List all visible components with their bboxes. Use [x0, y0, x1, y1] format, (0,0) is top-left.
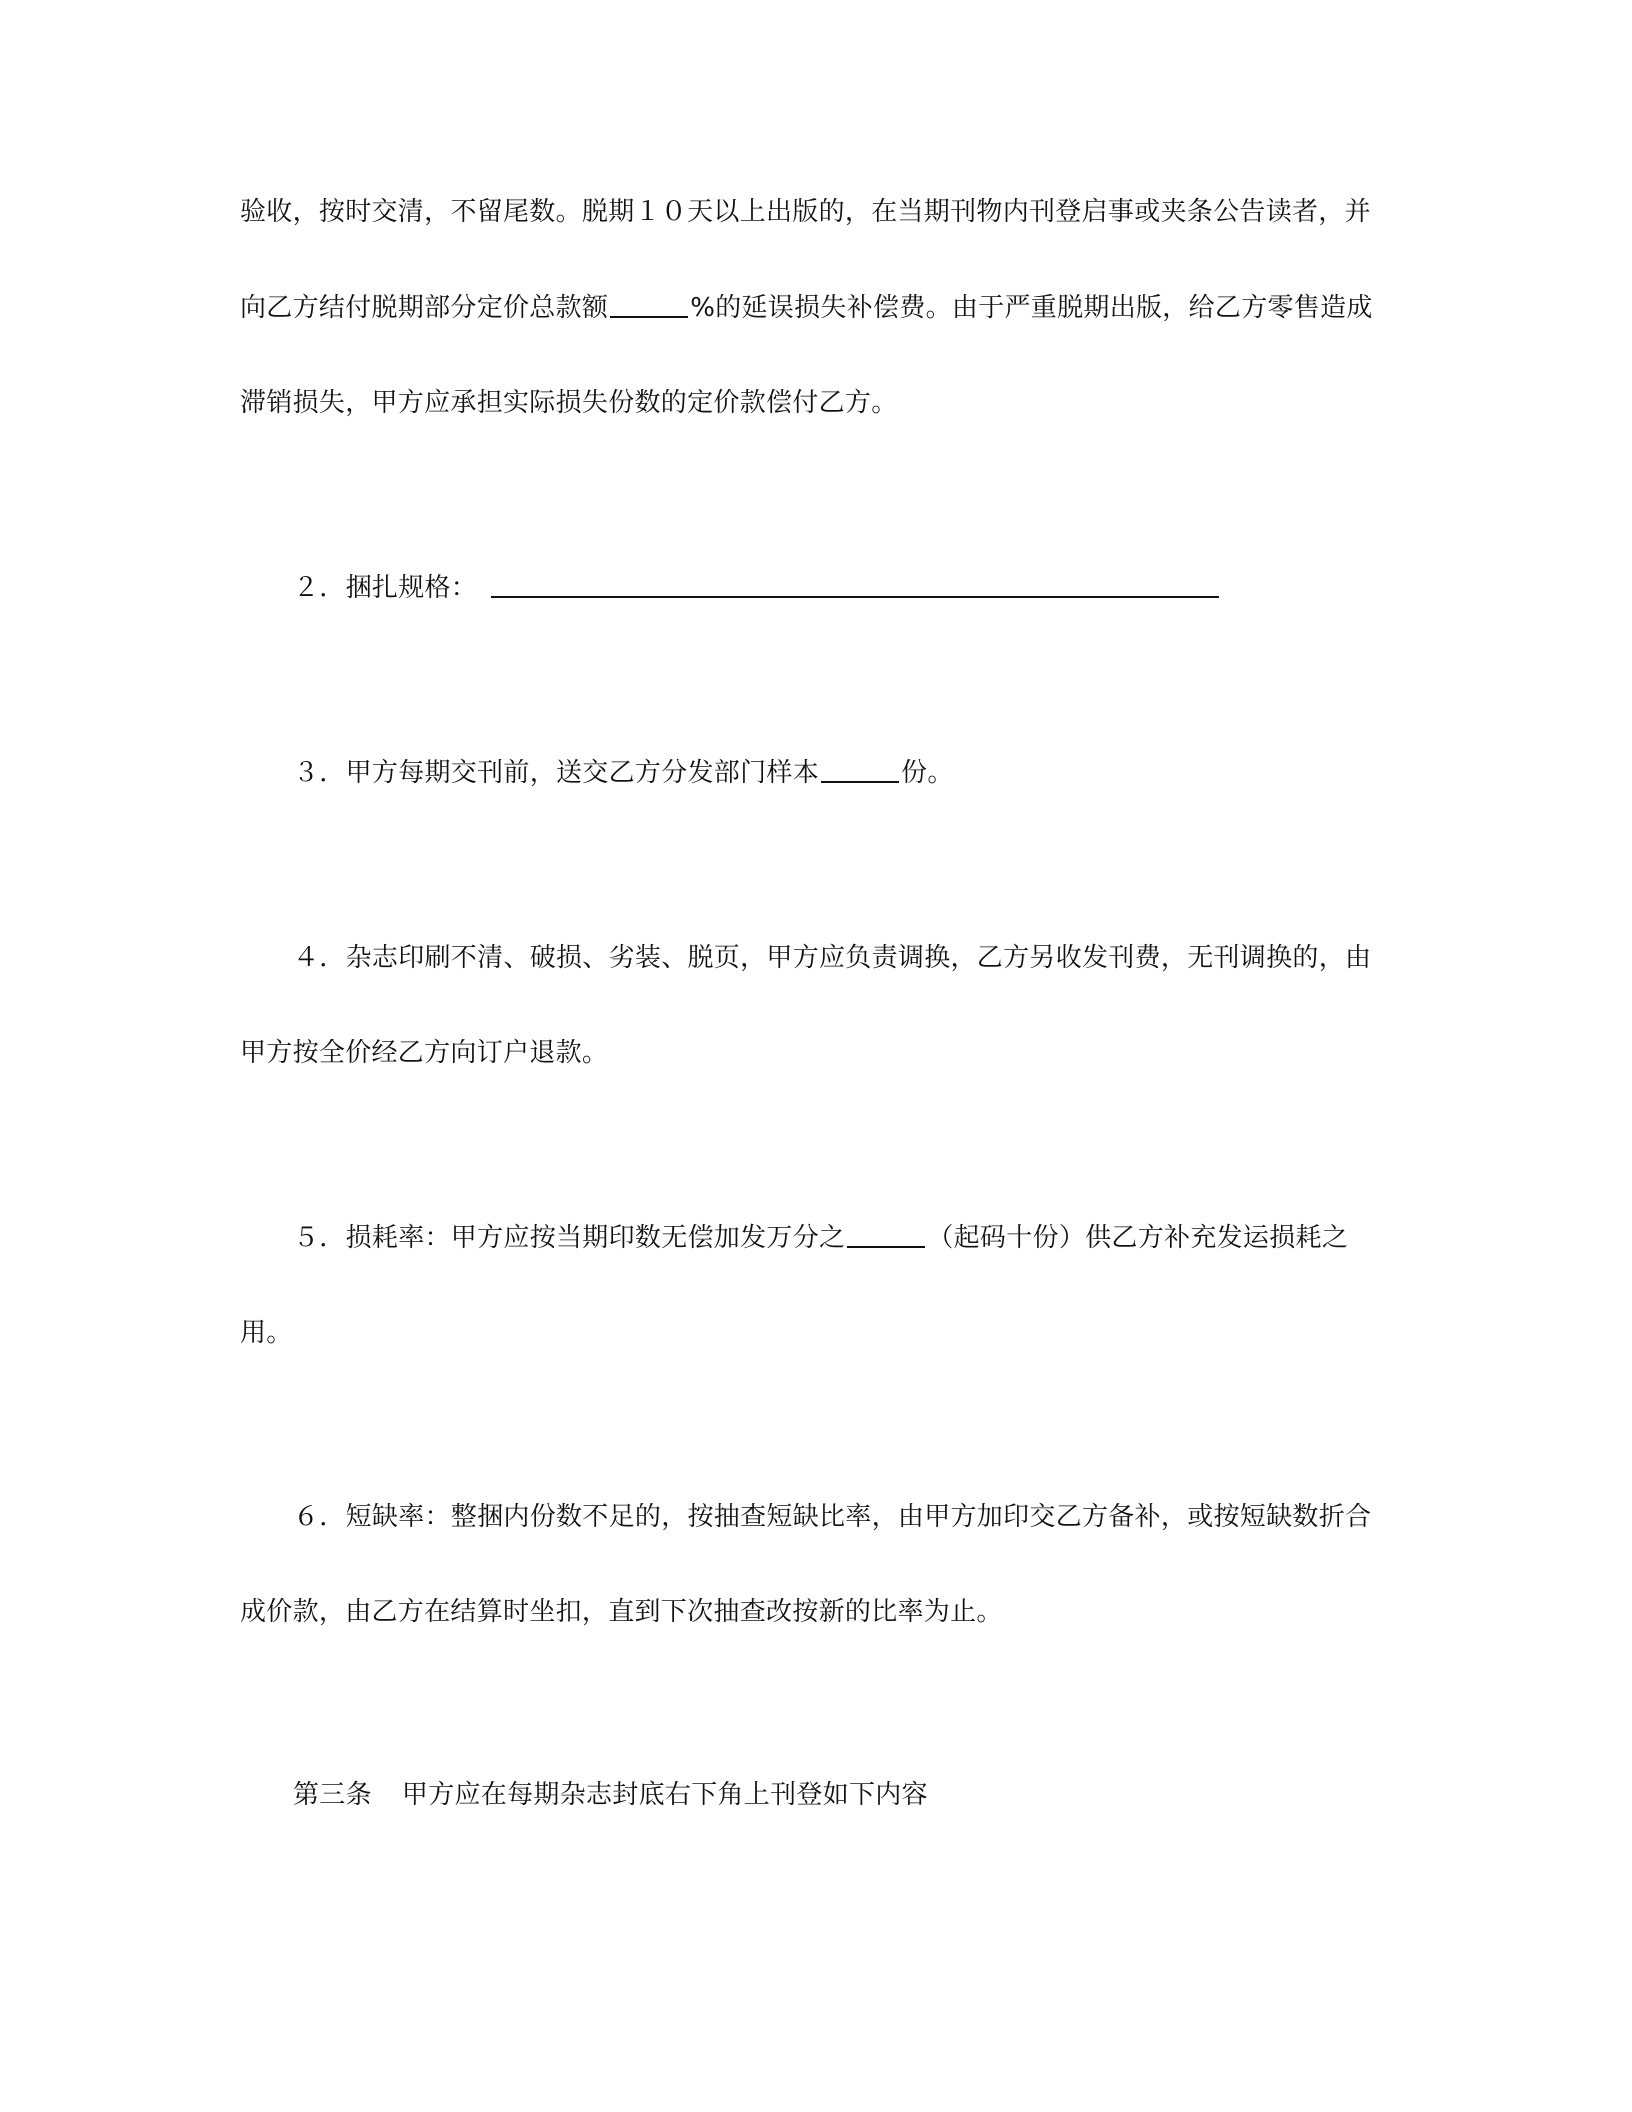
fill-in-blank: [821, 753, 899, 783]
text-run: %的延误损失补偿费。由于严重脱期出版，给乙方零售造成: [690, 293, 1373, 323]
paragraph-1-line-2: [240, 288, 1373, 328]
article-label: 第三条: [293, 1780, 372, 1810]
article-3-heading: [293, 1775, 928, 1815]
text-run: 甲方按全价经乙方向订户退款。: [240, 1038, 609, 1068]
text-run: 甲方应在每期杂志封底右下角上刊登如下内容: [401, 1780, 928, 1810]
text-run: ５．损耗率：甲方应按当期印数无偿加发万分之: [293, 1223, 846, 1253]
text-run: 滞销损失，甲方应承担实际损失份数的定价款偿付乙方。: [240, 388, 898, 418]
paragraph-5-line-2: [240, 1313, 293, 1353]
fill-in-blank: [610, 288, 688, 318]
text-run: 用。: [240, 1318, 293, 1348]
text-run: ６．短缺率：整捆内份数不足的，按抽查短缺比率，由甲方加印交乙方备补，或按短缺数折合: [293, 1502, 1372, 1532]
paragraph-6-line-1: [293, 1497, 1371, 1537]
text-run: 成价款，由乙方在结算时坐扣，直到下次抽查改按新的比率为止。: [240, 1597, 1003, 1627]
text-run: ２．捆扎规格：: [293, 573, 478, 603]
text-run: 验收，按时交清，不留尾数。脱期１０天以上出版的，在当期刊物内刊登启事或夹条公告读者，并: [240, 197, 1371, 227]
paragraph-6-line-2: [240, 1592, 1003, 1632]
paragraph-1-line-1: [240, 192, 1371, 232]
paragraph-2-binding-spec: [293, 568, 1221, 608]
paragraph-1-line-3: [240, 383, 898, 423]
text-run: 份。: [901, 758, 954, 788]
text-run: ３．甲方每期交刊前，送交乙方分发部门样本: [293, 758, 820, 788]
paragraph-4-line-2: [240, 1033, 608, 1073]
paragraph-5-line-1: [293, 1218, 1348, 1258]
text-run: 向乙方结付脱期部分定价总款额: [240, 293, 609, 323]
fill-in-blank-long: [491, 568, 1219, 598]
text-run: ４．杂志印刷不清、破损、劣装、脱页，甲方应负责调换，乙方另收发刊费，无刊调换的，由: [293, 943, 1372, 973]
fill-in-blank: [847, 1218, 925, 1248]
paragraph-3-samples: [293, 753, 954, 793]
paragraph-4-line-1: [293, 938, 1371, 978]
text-run: （起码十份）供乙方补充发运损耗之: [927, 1223, 1349, 1253]
